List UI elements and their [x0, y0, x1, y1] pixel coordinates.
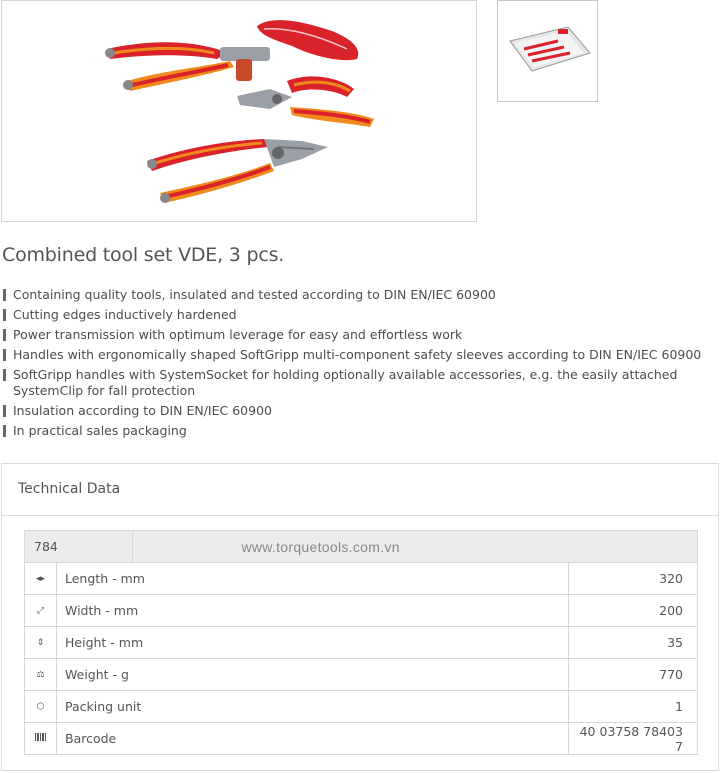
technical-data-heading: Technical Data — [2, 464, 718, 516]
table-row — [25, 691, 698, 723]
table-row — [25, 595, 698, 627]
wire-stripper-pliers — [105, 42, 270, 91]
table-row — [25, 563, 698, 595]
row-value: 770 — [569, 659, 698, 691]
feature-text: Handles with ergonomically shaped SoftGripp multi-component safety sleeves according to DIN EN/IEC 60900 — [13, 347, 702, 362]
feature-item — [0, 287, 716, 303]
feature-text: Cutting edges inductively hardened — [13, 307, 237, 322]
weight-icon: ⚖ — [25, 659, 57, 691]
table-header-row — [25, 531, 698, 563]
table-row — [25, 659, 698, 691]
combination-pliers — [147, 139, 328, 203]
table-row — [25, 723, 698, 755]
diagonal-cutter-pliers — [237, 76, 374, 127]
technical-data-table — [24, 530, 698, 755]
feature-text: SoftGripp handles with SystemSocket for holding optionally available accessories, e.g. the easily attached SystemClip for fall protection — [13, 367, 678, 398]
feature-item — [0, 327, 716, 343]
feature-text: Power transmission with optimum leverage for easy and effortless work — [13, 327, 463, 342]
table-row — [25, 627, 698, 659]
row-label: Height - mm — [57, 627, 569, 659]
height-icon: ⇕ — [25, 627, 57, 659]
feature-list — [0, 287, 716, 443]
row-value: 320 — [569, 563, 698, 595]
row-value: 200 — [569, 595, 698, 627]
feature-item — [0, 307, 716, 323]
feature-text: In practical sales packaging — [13, 423, 187, 438]
protective-sleeve — [257, 20, 358, 60]
row-label: Weight - g — [57, 659, 569, 691]
watermark-text: www.torquetools.com.vn — [132, 531, 568, 563]
barcode-glyph — [35, 733, 47, 741]
boxed-set-illustration — [498, 1, 598, 102]
article-number: 784 — [25, 531, 133, 563]
product-title: Combined tool set VDE, 3 pcs. — [2, 244, 285, 266]
product-thumbnail[interactable] — [497, 0, 598, 102]
bullet-bar — [3, 309, 6, 321]
row-label: Barcode — [57, 723, 569, 755]
barcode-icon — [25, 723, 57, 755]
bullet-bar — [3, 289, 6, 301]
row-label: Packing unit — [57, 691, 569, 723]
row-label: Width - mm — [57, 595, 569, 627]
feature-text: Containing quality tools, insulated and tested according to DIN EN/IEC 60900 — [13, 287, 496, 302]
packing-unit-icon: ⬡ — [25, 691, 57, 723]
bullet-bar — [3, 329, 6, 341]
header-spacer — [569, 531, 698, 563]
bullet-bar — [3, 369, 6, 381]
feature-item — [0, 403, 716, 419]
bullet-bar — [3, 425, 6, 437]
bullet-bar — [3, 405, 6, 417]
feature-item — [0, 367, 716, 399]
main-product-image[interactable] — [1, 0, 477, 222]
row-value: 40 03758 78403 7 — [569, 723, 698, 755]
row-label: Length - mm — [57, 563, 569, 595]
technical-data-panel — [1, 463, 719, 771]
bullet-bar — [3, 349, 6, 361]
feature-item — [0, 423, 716, 439]
length-icon: ◂▸ — [25, 563, 57, 595]
row-value: 35 — [569, 627, 698, 659]
feature-item — [0, 347, 716, 363]
width-icon: ⤢ — [25, 595, 57, 627]
row-value: 1 — [569, 691, 698, 723]
pliers-illustration — [2, 1, 477, 222]
feature-text: Insulation according to DIN EN/IEC 60900 — [13, 403, 272, 418]
